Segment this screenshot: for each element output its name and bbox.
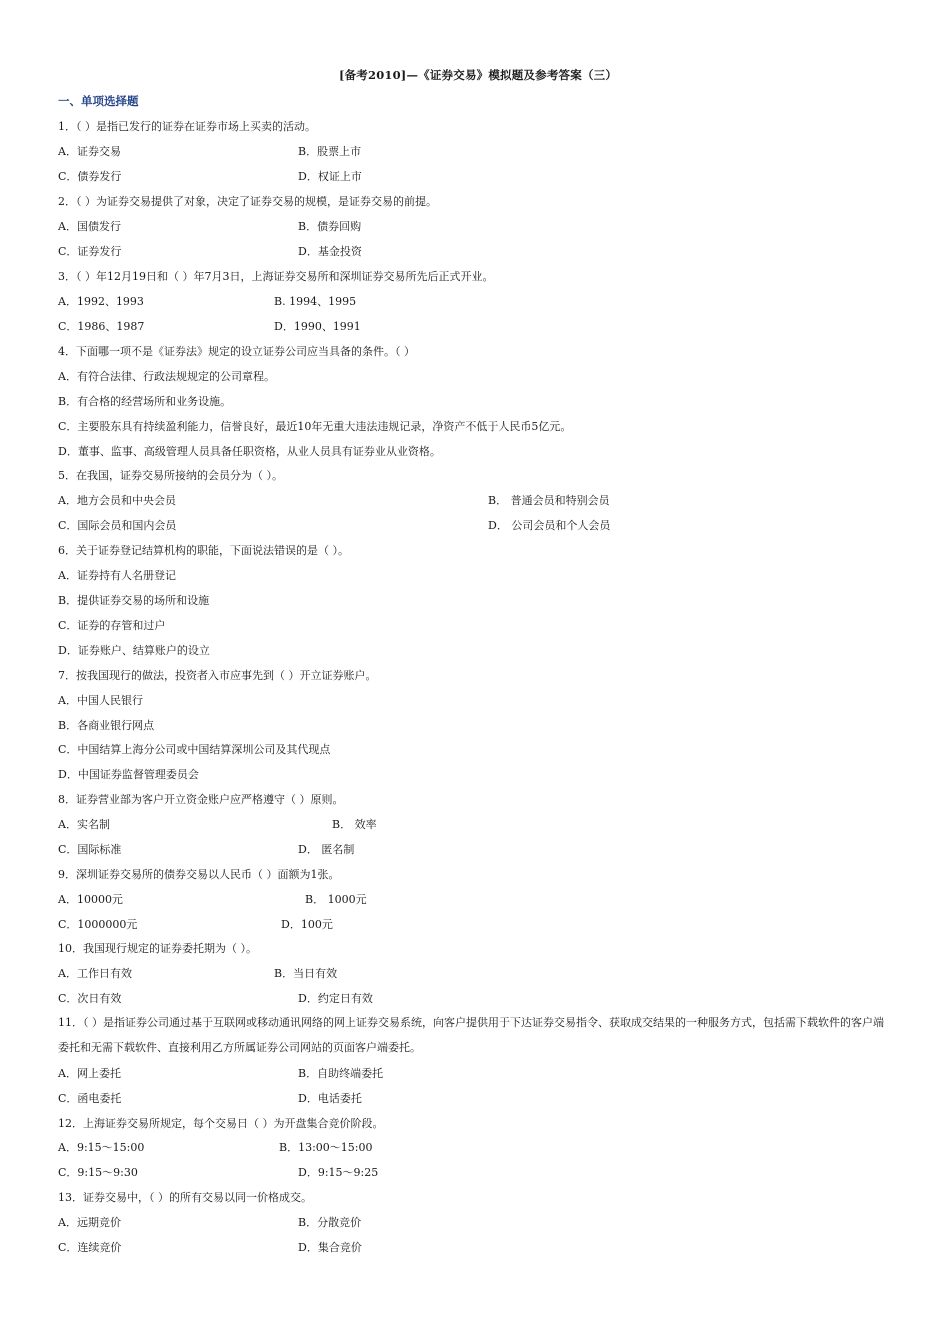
q5-option-b: B． 普通会员和特别会员 (488, 494, 610, 507)
q9-option-d: D．100元 (281, 918, 333, 931)
q12-option-b: B．13:00～15:00 (279, 1141, 373, 1154)
section-heading: 一、单项选择题 (58, 94, 139, 108)
question-7: 7．按我国现行的做法，投资者入市应事先到（ ）开立证券账户。 (58, 669, 377, 682)
question-4: 4．下面哪一项不是《证券法》规定的设立证券公司应当具备的条件。（ ） (58, 345, 415, 358)
q2-option-c: C．证券发行 (58, 245, 122, 258)
q13-option-d: D．集合竞价 (298, 1241, 362, 1254)
q1-option-a: A．证券交易 (58, 145, 121, 158)
q5-option-c: C．国际会员和国内会员 (58, 519, 177, 532)
q3-option-d: D．1990、1991 (274, 320, 361, 333)
q1-option-d: D．权证上市 (298, 170, 362, 183)
question-10: 10．我国现行规定的证券委托期为（ ）。 (58, 942, 257, 955)
question-13: 13．证券交易中，（ ）的所有交易以同一价格成交。 (58, 1191, 312, 1204)
q10-option-d: D．约定日有效 (298, 992, 373, 1005)
q12-option-d: D．9:15～9:25 (298, 1166, 379, 1179)
q1-option-b: B．股票上市 (298, 145, 362, 158)
question-3: 3．（ ）年12月19日和（ ）年7月3日，上海证券交易所和深圳证券交易所先后正式开业。 (58, 270, 494, 283)
q6-option-b: B．提供证券交易的场所和设施 (58, 594, 210, 607)
q11-option-d: D．电话委托 (298, 1092, 362, 1105)
q6-option-d: D．证券账户、结算账户的设立 (58, 644, 210, 657)
q11-option-a: A．网上委托 (58, 1067, 121, 1080)
q8-option-d: D． 匿名制 (298, 843, 355, 856)
q8-option-b: B． 效率 (332, 818, 377, 831)
q9-option-a: A．10000元 (58, 893, 123, 906)
q9-option-c: C．1000000元 (58, 918, 138, 931)
q13-option-b: B．分散竞价 (298, 1216, 362, 1229)
question-2: 2．（ ）为证券交易提供了对象，决定了证券交易的规模，是证券交易的前提。 (58, 195, 437, 208)
q7-option-a: A．中国人民银行 (58, 694, 143, 707)
q6-option-c: C．证券的存管和过户 (58, 619, 166, 632)
question-5: 5．在我国，证券交易所接纳的会员分为（ ）。 (58, 469, 283, 482)
q4-option-d: D．董事、监事、高级管理人员具备任职资格，从业人员具有证券业从业资格。 (58, 445, 441, 458)
q3-option-a: A．1992、1993 (58, 295, 144, 308)
q7-option-c: C．中国结算上海分公司或中国结算深圳公司及其代现点 (58, 743, 331, 756)
q2-option-b: B．债券回购 (298, 220, 362, 233)
q7-option-b: B．各商业银行网点 (58, 719, 155, 732)
q8-option-c: C．国际标准 (58, 843, 122, 856)
q5-option-a: A．地方会员和中央会员 (58, 494, 176, 507)
q12-option-c: C．9:15～9:30 (58, 1166, 138, 1179)
q8-option-a: A．实名制 (58, 818, 110, 831)
q12-option-a: A．9:15～15:00 (58, 1141, 145, 1154)
q2-option-a: A．国债发行 (58, 220, 121, 233)
question-12: 12．上海证券交易所规定，每个交易日（ ）为开盘集合竞价阶段。 (58, 1117, 384, 1130)
q10-option-c: C．次日有效 (58, 992, 122, 1005)
q4-option-a: A．有符合法律、行政法规规定的公司章程。 (58, 370, 275, 383)
q6-option-a: A．证券持有人名册登记 (58, 569, 176, 582)
q10-option-b: B．当日有效 (274, 967, 338, 980)
question-6: 6．关于证券登记结算机构的职能，下面说法错误的是（ ）。 (58, 544, 349, 557)
q3-option-b: B. 1994、1995 (274, 295, 357, 308)
q13-option-a: A．远期竞价 (58, 1216, 121, 1229)
q2-option-d: D．基金投资 (298, 245, 362, 258)
q5-option-d: D． 公司会员和个人会员 (488, 519, 611, 532)
q9-option-b: B． 1000元 (305, 893, 367, 906)
question-8: 8．证券营业部为客户开立资金账户应严格遵守（ ）原则。 (58, 793, 344, 806)
q7-option-d: D．中国证券监督管理委员会 (58, 768, 199, 781)
q13-option-c: C．连续竞价 (58, 1241, 122, 1254)
document-title: [备考2010]—《证券交易》模拟题及参考答案（三） (338, 68, 618, 82)
question-9: 9．深圳证券交易所的债券交易以人民币（ ）面额为1张。 (58, 868, 340, 881)
q4-option-b: B．有合格的经营场所和业务设施。 (58, 395, 232, 408)
q4-option-c: C．主要股东具有持续盈利能力，信誉良好，最近10年无重大违法违规记录，净资产不低于人民币5亿元。 (58, 420, 572, 433)
q1-option-c: C．债券发行 (58, 170, 122, 183)
question-1: 1．（ ）是指已发行的证券在证券市场上买卖的活动。 (58, 120, 316, 133)
q10-option-a: A．工作日有效 (58, 967, 132, 980)
question-11: 11．（ ）是指证券公司通过基于互联网或移动通讯网络的网上证券交易系统，向客户提供用于下达证券交易指令、获取成交结果的一种服务方式，包括需下载软件的客户端委托和无需下载软件、直接利用乙方所属证券公司网站的页面客户端委托。 (58, 1016, 884, 1054)
q3-option-c: C．1986、1987 (58, 320, 145, 333)
q11-option-c: C．函电委托 (58, 1092, 122, 1105)
q11-option-b: B．自助终端委托 (298, 1067, 384, 1080)
